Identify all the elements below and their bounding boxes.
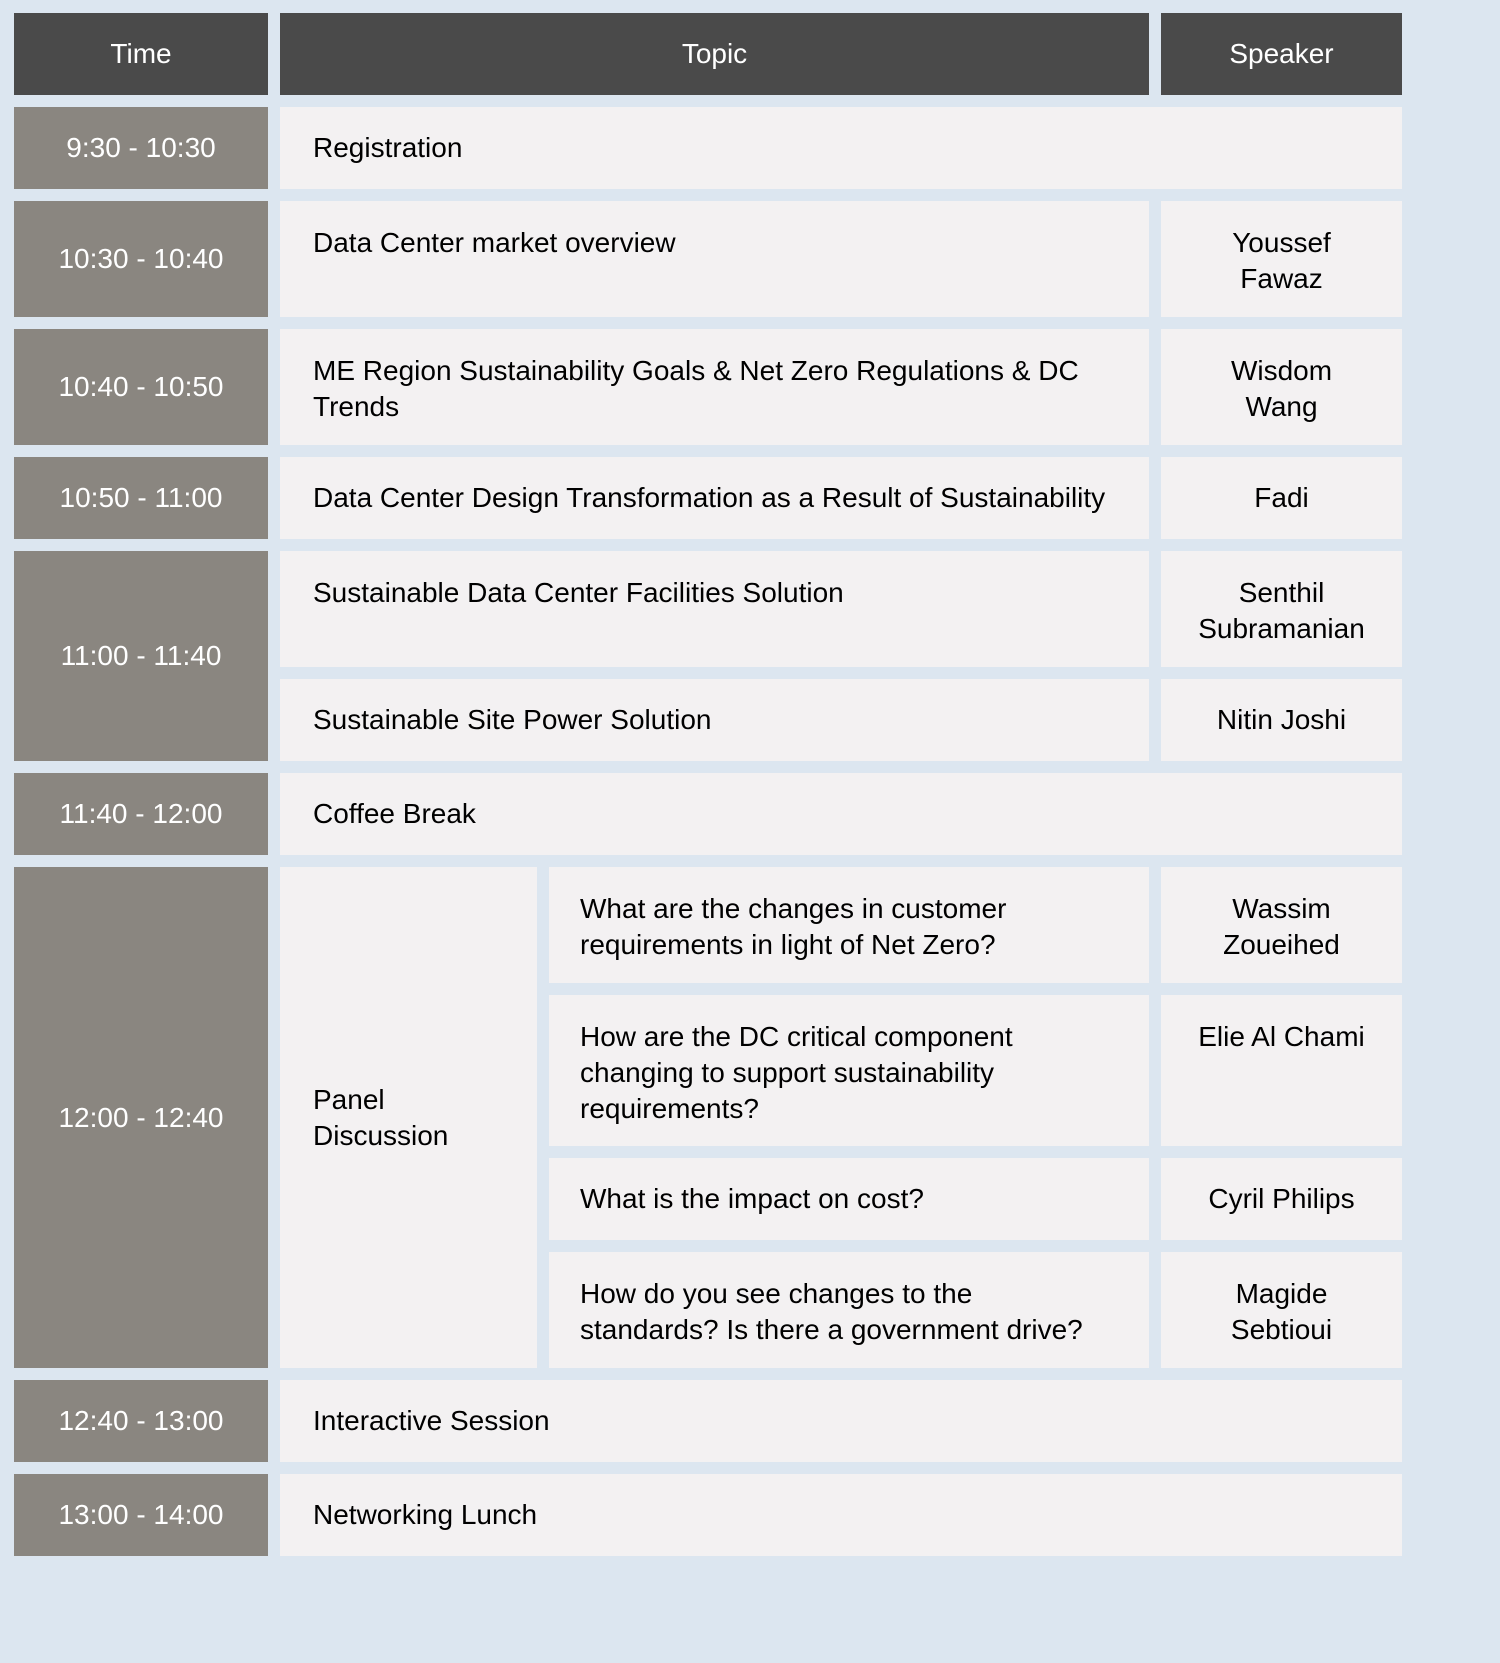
time-cell: 12:00 - 12:40 [14,867,268,1368]
speaker-cell: Magide Sebtioui [1161,1252,1402,1368]
topic-cell: Sustainable Data Center Facilities Solution [280,551,1149,667]
speaker-cell: Cyril Philips [1161,1158,1402,1240]
panel-question: What is the impact on cost? [549,1158,1149,1240]
time-cell: 12:40 - 13:00 [14,1380,268,1462]
speaker-cell: Youssef Fawaz [1161,201,1402,317]
topic-cell: Data Center market overview [280,201,1149,317]
panel-question: How do you see changes to the standards? Is there a government drive? [549,1252,1149,1368]
topic-cell: Data Center Design Transformation as a Result of Sustainability [280,457,1149,539]
header-speaker: Speaker [1161,13,1402,95]
time-cell: 9:30 - 10:30 [14,107,268,189]
topic-cell: Sustainable Site Power Solution [280,679,1149,761]
speaker-cell: Wassim Zoueihed [1161,867,1402,983]
panel-question: How are the DC critical component changing to support sustainability requirements? [549,995,1149,1146]
speaker-cell: Wisdom Wang [1161,329,1402,445]
panel-label: Panel Discussion [280,867,537,1368]
panel-question: What are the changes in customer requirements in light of Net Zero? [549,867,1149,983]
speaker-cell: Nitin Joshi [1161,679,1402,761]
topic-cell: Interactive Session [280,1380,1402,1462]
topic-cell: Networking Lunch [280,1474,1402,1556]
time-cell: 10:40 - 10:50 [14,329,268,445]
time-cell: 10:30 - 10:40 [14,201,268,317]
topic-cell: Coffee Break [280,773,1402,855]
speaker-cell: Senthil Subramanian [1161,551,1402,667]
topic-cell: Registration [280,107,1402,189]
time-cell: 11:40 - 12:00 [14,773,268,855]
topic-cell: ME Region Sustainability Goals & Net Zero Regulations & DC Trends [280,329,1149,445]
header-time: Time [14,13,268,95]
time-cell: 11:00 - 11:40 [14,551,268,761]
speaker-cell: Elie Al Chami [1161,995,1402,1146]
header-topic: Topic [280,13,1149,95]
speaker-cell: Fadi [1161,457,1402,539]
time-cell: 13:00 - 14:00 [14,1474,268,1556]
time-cell: 10:50 - 11:00 [14,457,268,539]
